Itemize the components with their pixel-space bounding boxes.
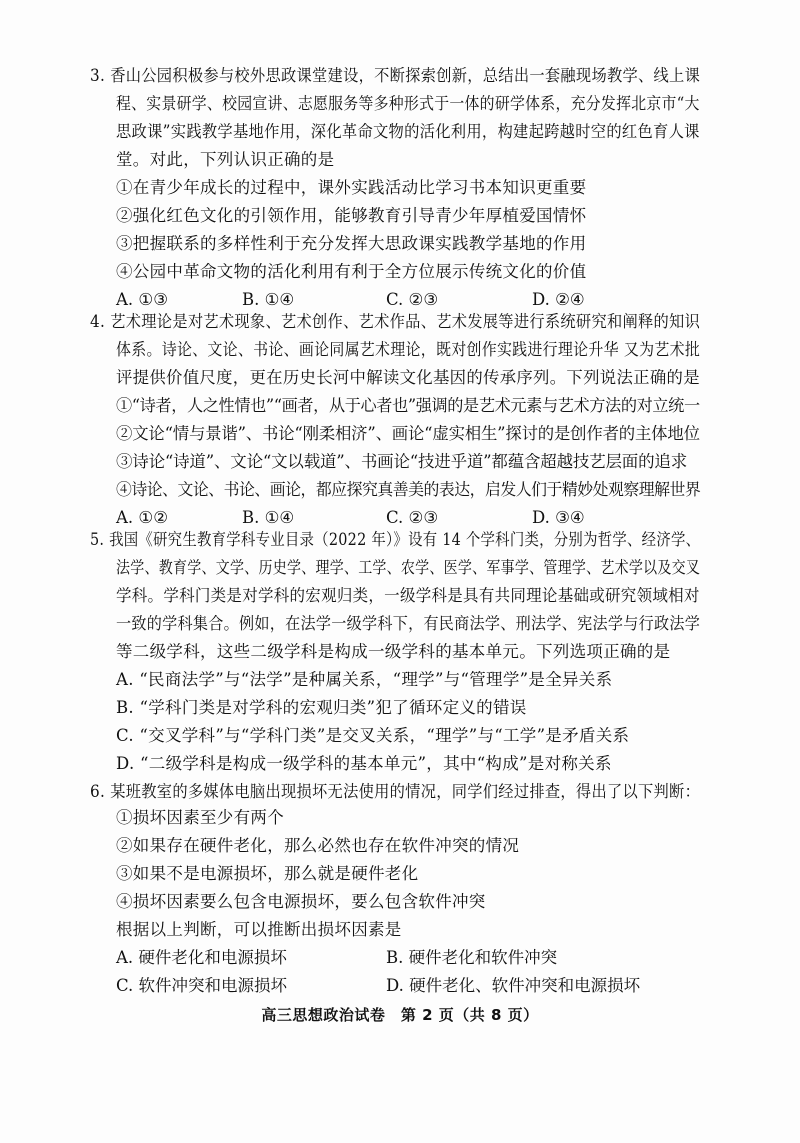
question-5-choice-b[interactable]: B. “学科门类是对学科的宏观归类”犯了循环定义的错误 [116,698,527,717]
question-4-choice-b[interactable]: B. ①④ [242,508,295,527]
page-footer: 高三思想政治试卷 第 2 页（共 8 页） [261,1006,539,1024]
question-4-stem-line-3: 评提供价值尺度，更在历史长河中解读文化基因的传承序列。下列说法正确的是 [116,368,700,387]
question-6-statement-4: ④损坏因素要么包含电源损坏，要么包含软件冲突 [116,892,486,911]
question-4-choice-d[interactable]: D. ③④ [532,508,585,527]
question-6-statement-2: ②如果存在硬件老化，那么必然也存在软件冲突的情况 [116,836,520,855]
question-3-statement-3: ③把握联系的多样性利于充分发挥大思政课实践教学基地的作用 [116,234,587,253]
question-3-stem-line-3: 思政课”实践教学基地作用，深化革命文物的活化利用，构建起跨越时空的红色育人课 [116,122,700,141]
question-3-choice-a[interactable]: A. ①③ [116,290,168,309]
question-3-stem-line-2: 程、实景研学、校园宣讲、志愿服务等多种形式于一体的研学体系，充分发挥北京市“大 [116,94,700,113]
question-4-statement-2: ②文论“情与景谐”、书论“刚柔相济”、画论“虚实相生”探讨的是创作者的主体地位 [116,424,700,443]
question-5-stem-line-5: 等二级学科，这些二级学科是构成一级学科的基本单元。下列选项正确的是 [116,642,671,661]
question-4-statement-4: ④诗论、文论、书论、画论，都应探究真善美的表达，启发人们于精妙处观察理解世界 [116,480,701,499]
question-6-statement-3: ③如果不是电源损坏，那么就是硬件老化 [116,864,419,883]
question-4-choice-a[interactable]: A. ①② [116,508,168,527]
question-5-stem-line-2: 法学、教育学、文学、历史学、理学、工学、农学、医学、军事学、管理学、艺术学以及交叉 [116,558,701,577]
question-3-statement-4: ④公园中革命文物的活化利用有利于全方位展示传统文化的价值 [116,262,587,281]
question-6-stem-line-1: 6. 某班教室的多媒体电脑出现损坏无法使用的情况，同学们经过排查，得出了以下判断： [90,782,701,801]
question-5-choice-c[interactable]: C. “交叉学科”与“学科门类”是交叉关系，“理学”与“工学”是矛盾关系 [116,726,630,745]
question-6-choice-c[interactable]: C. 软件冲突和电源损坏 [116,976,288,995]
question-3-statement-2: ②强化红色文化的引领作用，能够教育引导青少年厚植爱国情怀 [116,206,587,225]
question-4-stem-line-2: 体系。诗论、文论、书论、画论同属艺术理论，既对创作实践进行理论升华 又为艺术批 [116,340,701,359]
question-6-prompt: 根据以上判断，可以推断出损坏因素是 [116,920,402,939]
question-5-choice-d[interactable]: D. “二级学科是构成一级学科的基本单元”，其中“构成”是对称关系 [116,754,612,773]
question-6-choice-a[interactable]: A. 硬件老化和电源损坏 [116,948,287,967]
question-3-choice-b[interactable]: B. ①④ [242,290,295,309]
question-5-stem-line-4: 一致的学科集合。例如，在法学一级学科下，有民商法学、刑法学、宪法学与行政法学 [116,614,701,633]
question-3-choice-c[interactable]: C. ②③ [386,290,439,309]
question-3-statement-1: ①在青少年成长的过程中，课外实践活动比学习书本知识更重要 [116,178,587,197]
question-3-stem-line-1: 3. 香山公园积极参与校外思政课堂建设，不断探索创新，总结出一套融现场教学、线上课 [90,66,701,85]
question-4-choice-c[interactable]: C. ②③ [386,508,439,527]
question-4-statement-3: ③诗论“诗道”、文论“文以载道”、书画论“技进乎道”都蕴含超越技艺层面的追求 [116,452,688,471]
question-3-stem-line-4: 堂。对此，下列认识正确的是 [116,150,335,169]
question-4-stem-line-1: 4. 艺术理论是对艺术现象、艺术创作、艺术作品、艺术发展等进行系统研究和阐释的知识 [90,312,701,331]
question-6-choice-d[interactable]: D. 硬件老化、软件冲突和电源损坏 [386,976,641,995]
question-5-stem-line-1: 5. 我国《研究生教育学科专业目录（2022 年）》设有 14 个学科门类，分别为哲学、经济学、 [90,530,701,549]
question-5-stem-line-3: 学科。学科门类是对学科的宏观归类，一级学科是具有共同理论基础或研究领域相对 [116,586,700,605]
question-6-statement-1: ①损坏因素至少有两个 [116,808,284,827]
question-4-statement-1: ①“诗者，人之性情也”“画者，从于心者也”强调的是艺术元素与艺术方法的对立统一 [116,396,700,415]
question-6-choice-b[interactable]: B. 硬件老化和软件冲突 [386,948,558,967]
question-3-choice-d[interactable]: D. ②④ [532,290,585,309]
question-5-choice-a[interactable]: A. “民商法学”与“法学”是种属关系，“理学”与“管理学”是全异关系 [116,670,613,689]
